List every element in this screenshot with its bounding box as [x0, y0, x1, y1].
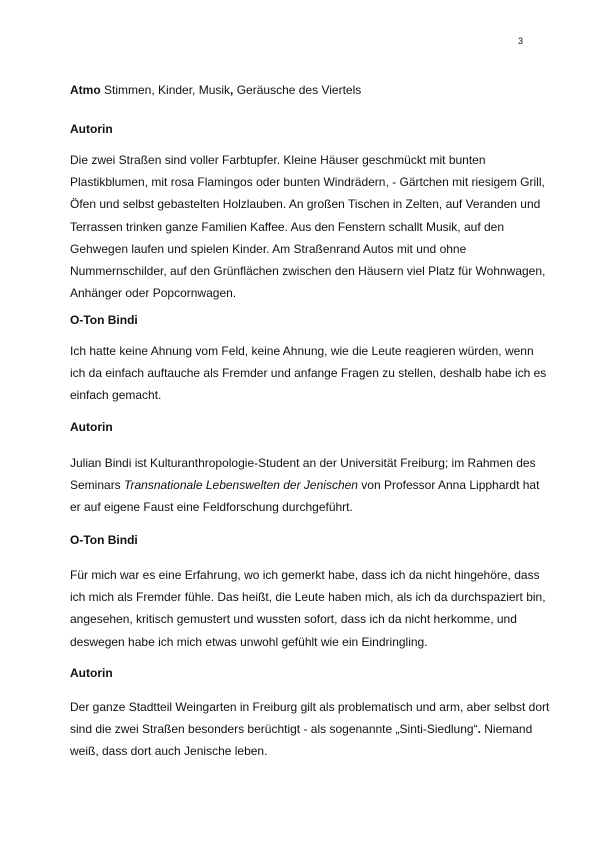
paragraph-line: deswegen habe ich mich etwas unwohl gefühlt wie ein Eindringling.: [70, 634, 428, 649]
paragraph-oton-bindi-1: [70, 340, 560, 407]
paragraph-autorin-3: [70, 696, 560, 763]
paragraph-line: ich mich als Fremder fühle. Das heißt, die Leute haben mich, als ich da durchspaziert bin,: [70, 590, 546, 605]
paragraph-line: weiß, dass dort auch Jenische leben.: [70, 744, 268, 759]
atmo-label: Atmo: [70, 83, 101, 97]
paragraph-line: [70, 474, 560, 496]
paragraph-line: Gehwegen laufen und spielen Kinder. Am Straßenrand Autos mit und ohne: [70, 241, 467, 256]
paragraph-line: einfach gemacht.: [70, 388, 162, 403]
line-text: Seminars: [70, 478, 125, 493]
paragraph-line: Plastikblumen, mit rosa Flamingos oder bunten Windrädern, - Gärtchen mit riesigem Grill,: [70, 175, 545, 190]
paragraph-line: Terrassen trinken ganze Familien Kaffee. Aus den Fenstern schallt Musik, auf den: [70, 219, 505, 234]
paragraph-line: er auf eigene Faust eine Feldforschung durchgeführt.: [70, 500, 353, 515]
line-text: Niemand: [480, 722, 533, 737]
speaker-oton-bindi-2: O-Ton Bindi: [70, 533, 138, 547]
paragraph-line: [70, 718, 560, 740]
paragraph-oton-bindi-2: [70, 564, 560, 653]
line-text: von Professor Anna Lipphardt hat: [357, 478, 540, 493]
paragraph-autorin-2: [70, 452, 560, 519]
paragraph-line: Nummernschilder, auf den Grünflächen zwischen den Häusern viel Platz für Wohnwagen,: [70, 264, 546, 279]
paragraph-autorin-1: [70, 149, 560, 304]
paragraph-line: Der ganze Stadtteil Weingarten in Freiburg gilt als problematisch und arm, aber selbst dort: [70, 700, 550, 714]
atmo-text-a: Stimmen, Kinder, Musik: [100, 83, 231, 97]
atmo-text-b: Geräusche des Viertels: [233, 83, 362, 97]
paragraph-line: Für mich war es eine Erfahrung, wo ich gemerkt habe, dass ich da nicht hingehöre, dass: [70, 568, 540, 582]
paragraph-line: Die zwei Straßen sind voller Farbtupfer. Kleine Häuser geschmückt mit bunten: [70, 153, 486, 167]
speaker-autorin-3: Autorin: [70, 666, 113, 680]
paragraph-line: angesehen, kritisch gemustert und wussten sofort, dass ich da nicht herkomme, und: [70, 612, 517, 627]
paragraph-line: Öfen und selbst gebastelten Holzlauben. An großen Tischen in Zelten, auf Veranden und: [70, 197, 541, 212]
speaker-oton-bindi-1: O-Ton Bindi: [70, 313, 138, 327]
speaker-autorin-1: Autorin: [70, 122, 113, 136]
bold-period: .: [477, 722, 481, 737]
speaker-autorin-2: Autorin: [70, 420, 113, 434]
atmo-line: [70, 79, 560, 101]
line-text: sind die zwei Straßen besonders berüchtigt - als sogenannte „Sinti-Siedlung“: [70, 722, 478, 737]
paragraph-line: Julian Bindi ist Kulturanthropologie-Student an der Universität Freiburg; im Rahmen des: [70, 456, 536, 470]
paragraph-line: Anhänger oder Popcornwagen.: [70, 286, 237, 301]
seminar-title: Transnationale Lebenswelten der Jenischen: [124, 478, 358, 493]
paragraph-line: Ich hatte keine Ahnung vom Feld, keine Ahnung, wie die Leute reagieren würden, wenn: [70, 344, 534, 358]
page-number: 3: [518, 36, 524, 46]
atmo-comma: ,: [230, 83, 234, 97]
paragraph-line: ich da einfach auftauche als Fremder und anfange Fragen zu stellen, deshalb habe ich es: [70, 366, 547, 381]
